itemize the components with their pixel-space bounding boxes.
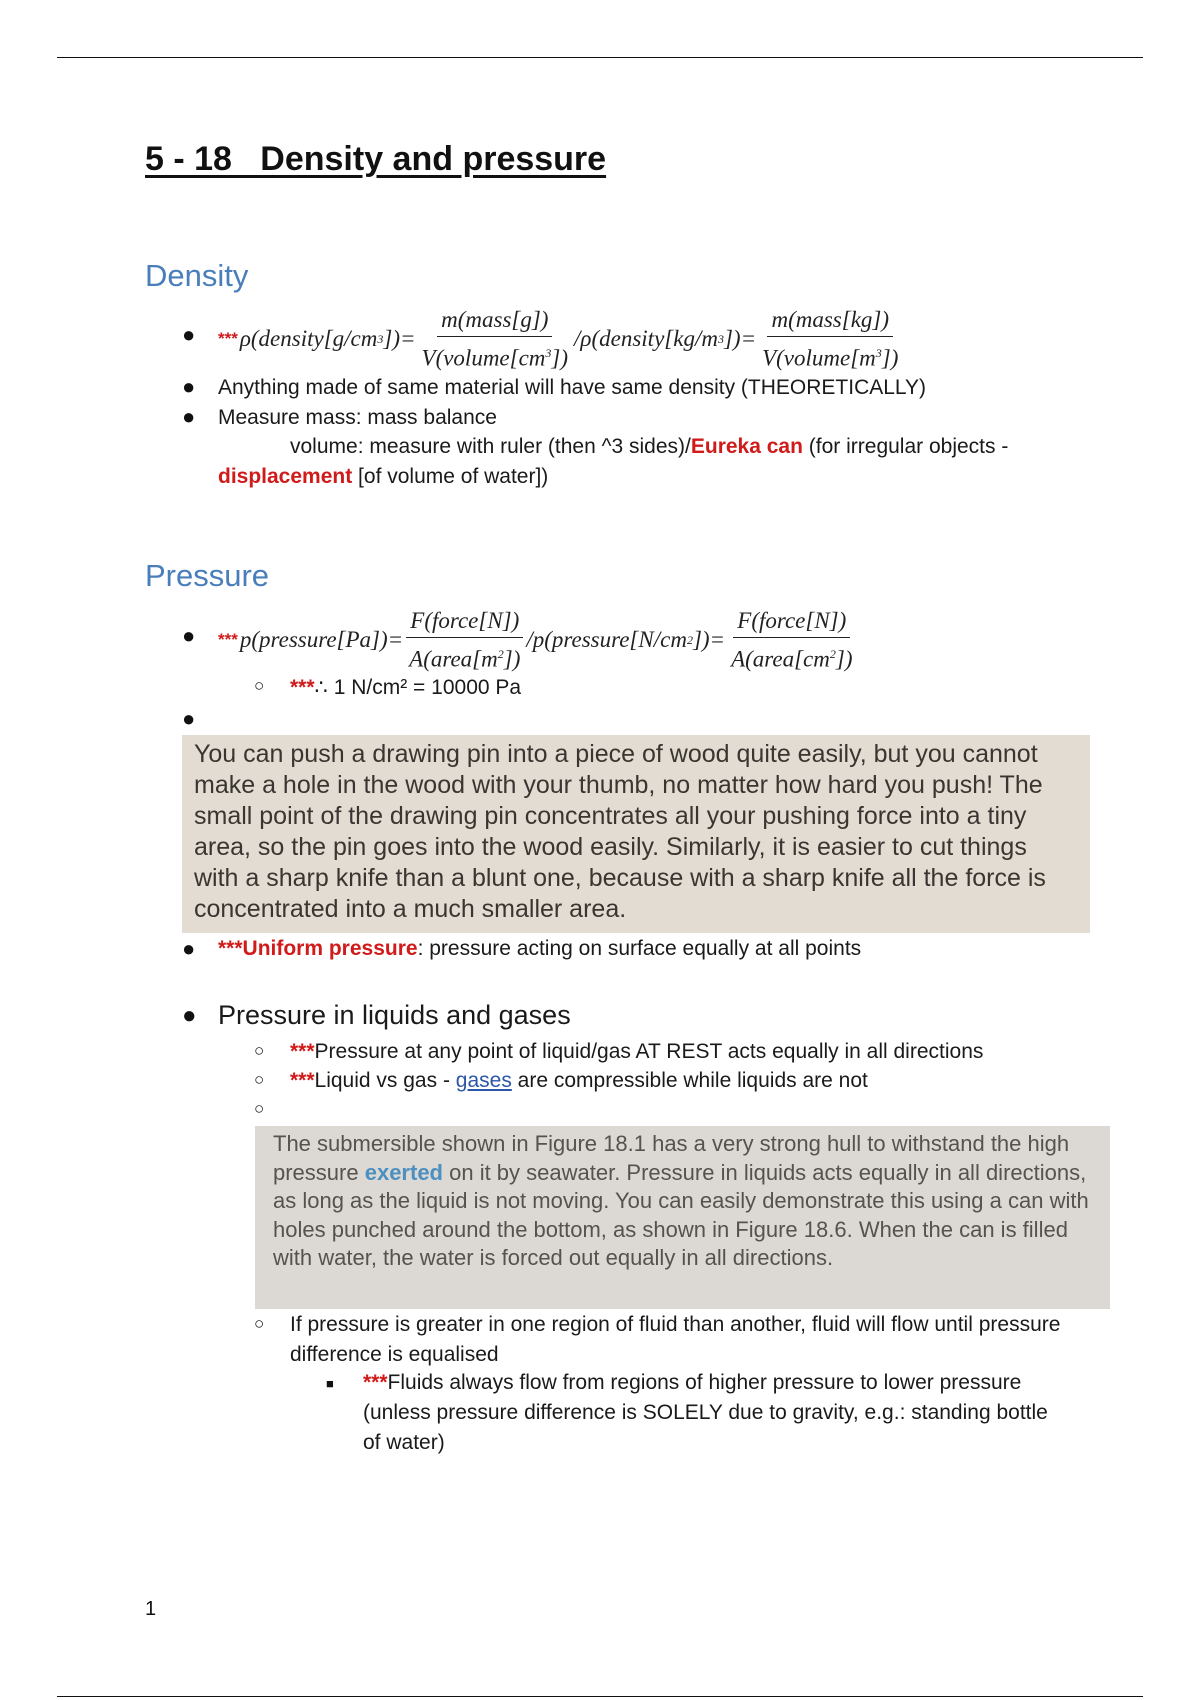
liquids-gases-heading: Pressure in liquids and gases [218,1000,571,1030]
pressure-heading: Pressure [145,558,270,593]
higher-to-lower-text: ***Fluids always flow from regions of higher pressure to lower pressure (unless pressure difference is SOLELY due to gravity, e.g.: standing bottle of water) [363,1371,1048,1454]
header-rule [57,57,1143,58]
bullet-disc: ● [182,1002,197,1029]
uniform-pressure-term: Uniform pressure [242,937,418,960]
page-number: 1 [145,1598,157,1620]
displacement-term: displacement [218,465,353,488]
conversion-text: ***∴ 1 N/cm² = 10000 Pa [290,676,522,699]
bullet-disc: ● [182,322,196,347]
bullet-circle: ○ [254,1099,265,1118]
density-formula: *** ρ(density[g/cm 3 ])= $\frac{\text{m(mass[g])}}{V(volume[cm^3])}$ /ρ(density[kg/m 3 ])= $\frac{\text{m(mass[kg])}}{V(volume[m^3])}$ [218,307,899,371]
volume-measure-text: volume: measure with ruler (then ^3 sides)/Eureka can (for irregular objects - [290,435,1009,458]
bullet-circle: ○ [254,1314,265,1333]
eureka-can-term: Eureka can [690,435,803,458]
measure-mass-text: Measure mass: mass balance [218,406,497,429]
fluid-flow-text: If pressure is greater in one region of fluid than another, fluid will flow until pressure difference is equalised [290,1313,1061,1366]
displacement-text: displacement [of volume of water]) [218,465,549,488]
gases-link[interactable]: gases [455,1069,512,1092]
density-heading: Density [145,258,249,293]
bullet-disc: ● [182,374,196,399]
bullet-circle: ○ [254,1041,265,1060]
footer-rule [57,1696,1143,1697]
pressure-formula: *** p(pressure[Pa])= $\frac{\text{F(force[N])}}{A(area[m^2])}$ /p(pressure[N/cm 2 ])= $\frac{\text{F(force[N])}}{A(area[cm^2])}$ [218,608,853,672]
bullet-disc: ● [182,706,196,731]
bullet-circle: ○ [254,676,265,695]
bullet-square: ■ [326,1376,334,1391]
bullet-disc: ● [182,404,196,429]
textbook-excerpt-drawing-pin: You can push a drawing pin into a piece of wood quite easily, but you cannot make a hole in the wood with your thumb, no matter how hard you push! The small point of the drawing pin concentrates all your pushing force into a tiny area, so the pin goes into the wood easily. Similarly, it is easier to cut things with a sharp knife than a blunt one, because with a sharp knife all the force is concentrated into a much smaller area. [182,735,1090,933]
uniform-pressure-text: ***Uniform pressure: pressure acting on surface equally at all points [218,937,862,960]
textbook-excerpt-submersible: The submersible shown in Figure 18.1 has a very strong hull to withstand the high pressure exerted on it by seawater. Pressure in liquids acts equally in all directions, as long as the liquid is not moving. You can easily demonstrate this using a can with holes punched around the bottom, as shown in Figure 18.6. When the can is filled with water, the water is forced out equally in all directions. [255,1126,1110,1309]
page-title: 5 - 18 Density and pressure [145,140,607,178]
compressible-text: ***Liquid vs gas - gases are compressible while liquids are not [290,1069,868,1092]
same-density-text: Anything made of same material will have same density (THEORETICALLY) [218,376,927,399]
bullet-disc: ● [182,623,196,648]
at-rest-text: ***Pressure at any point of liquid/gas AT REST acts equally in all directions [290,1040,984,1063]
bullet-disc: ● [182,936,196,961]
bullet-circle: ○ [254,1070,265,1089]
